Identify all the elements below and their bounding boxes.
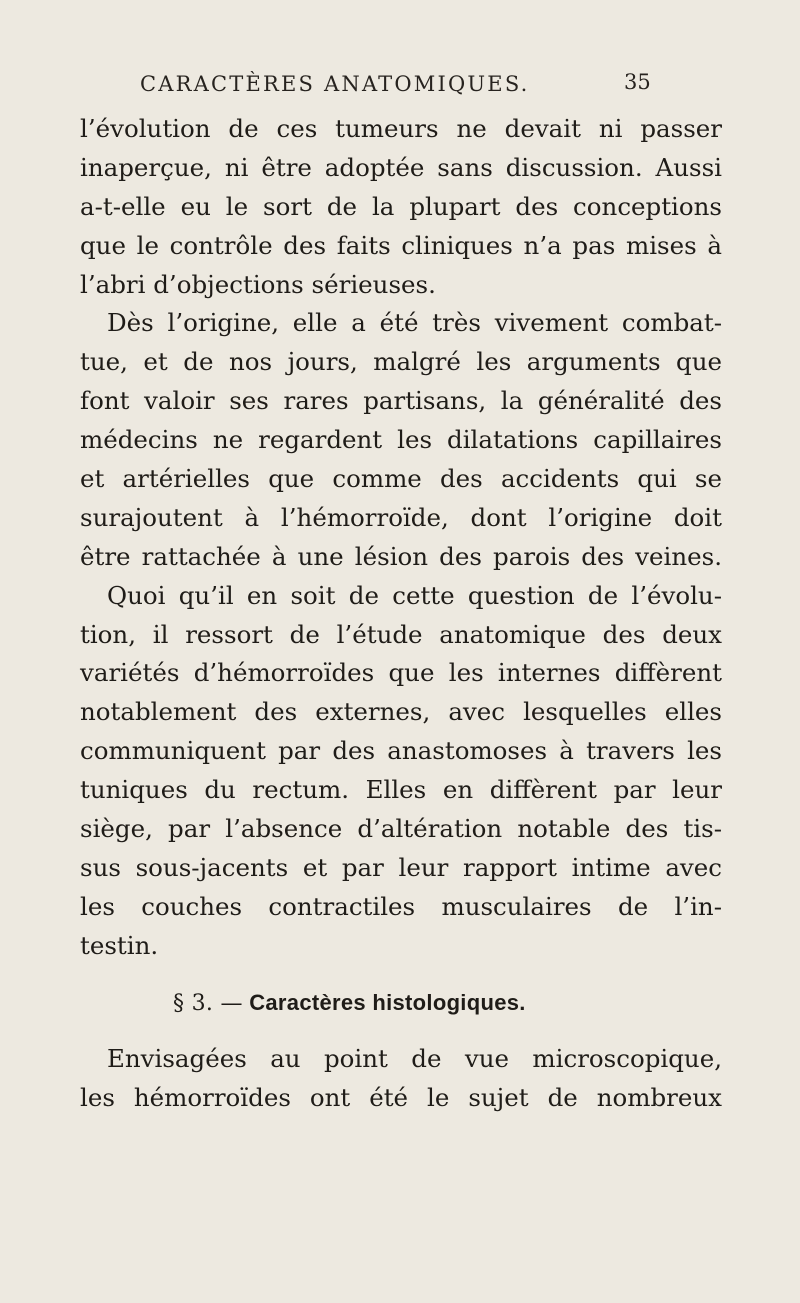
- text-line: tue, et de nos jours, malgré les arguments que: [80, 347, 722, 377]
- text-line: communiquent par des anastomoses à travers les: [80, 736, 722, 766]
- text-line: testin.: [80, 930, 159, 960]
- text-line: tion, il ressort de l’étude anatomique des deux: [80, 619, 722, 649]
- text-line: sus sous-jacents et par leur rapport intime avec: [80, 852, 722, 882]
- text-line: Dès l’origine, elle a été très vivement combat-: [107, 308, 722, 338]
- text-line: les hémorroïdes ont été le sujet de nombreux: [80, 1082, 722, 1112]
- text-line: siège, par l’absence d’altération notable des tis-: [80, 814, 722, 844]
- text-line: médecins ne regardent les dilatations capillaires: [80, 425, 722, 455]
- text-line: l’évolution de ces tumeurs ne devait ni passer: [80, 114, 722, 143]
- text-line: les couches contractiles musculaires de l’in-: [80, 891, 722, 921]
- text-line: que le contrôle des faits cliniques n’a pas mises à: [80, 230, 722, 260]
- page-number: 35: [624, 70, 651, 94]
- text-line: et artérielles que comme des accidents qui se: [80, 464, 722, 494]
- text-line: l’abri d’objections sérieuses.: [80, 269, 436, 299]
- text-line: a-t-elle eu le sort de la plupart des conceptions: [80, 191, 722, 221]
- body-text-continued: [80, 1040, 722, 1118]
- text-line: notablement des externes, avec lesquelles elles: [80, 697, 722, 727]
- section-heading: [173, 990, 526, 1016]
- section-number: § 3. —: [173, 991, 243, 1016]
- text-line: Quoi qu’il en soit de cette question de l’évolu-: [107, 580, 722, 610]
- text-line: surajoutent à l’hémorroïde, dont l’origine doit: [80, 502, 722, 532]
- text-line: être rattachée à une lésion des parois des veines.: [80, 541, 722, 571]
- text-line: variétés d’hémorroïdes que les internes diffèrent: [80, 658, 722, 688]
- text-line: Envisagées au point de vue microscopique,: [107, 1044, 722, 1073]
- text-line: tuniques du rectum. Elles en diffèrent par leur: [80, 775, 722, 805]
- text-line: inaperçue, ni être adoptée sans discussion. Aussi: [80, 152, 722, 182]
- section-title: Caractères histologiques.: [249, 990, 526, 1015]
- text-line: font valoir ses rares partisans, la généralité des: [80, 386, 722, 416]
- running-head: CARACTÈRES ANATOMIQUES.: [140, 72, 530, 96]
- body-text: [80, 110, 722, 966]
